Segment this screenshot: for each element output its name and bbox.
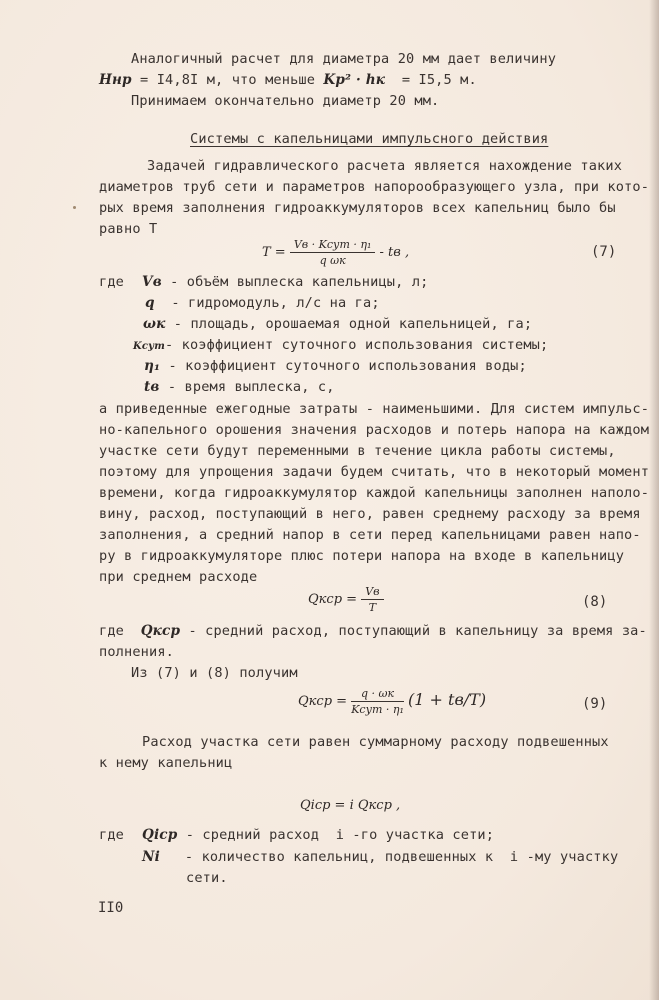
text-line: Аналогичный расчет для диаметра 20 мм дает величину (131, 51, 557, 67)
text-line: сети. (186, 870, 228, 886)
fraction: $\frac{Vв}{T}$ (361, 584, 383, 615)
definition-item: q - гидромодуль, л/с на га; (145, 295, 380, 311)
text-line: полнения. (99, 644, 175, 660)
definition-item: η₁ - коэффициент суточного использования воды; (144, 358, 527, 374)
where-label: где (99, 827, 125, 843)
section-heading: Системы с капельницами импульсного действия (190, 131, 549, 147)
text-line: а приведенные ежегодные затраты - наименьшими. Для систем импульс- (99, 401, 650, 417)
text-line: Hнр = I4,8I м, что меньше Kр² · hк = I5,5 м. (99, 72, 477, 88)
text-line: рых время заполнения гидроаккумуляторов всех капельниц было бы (99, 200, 616, 216)
definition-item: Kсут- коэффициент суточного использования системы; (133, 337, 549, 353)
equation-7: T = $\frac{\text{Vв · Kсут · η₁}}{\text{q ωк}}$ - tв , (262, 238, 410, 267)
page-number: II0 (98, 900, 124, 916)
where-label: где (99, 274, 125, 290)
text-line: Задачей гидравлического расчета является нахождение таких (147, 158, 623, 174)
text-line: вину, расход, поступающий в него, равен среднему расходу за время (99, 506, 641, 522)
definition-item: ωк - площадь, орошаемая одной капельницей, га; (143, 316, 533, 332)
text-line: диаметров труб сети и параметров напорообразующего узла, при кото- (99, 179, 650, 195)
text-line: Из (7) и (8) получим (131, 665, 298, 681)
fraction: $\frac{q \cdot \omega к}{\text{Kсут · η₁}}$ (351, 687, 404, 716)
definition-item: tв - время выплеска, с, (144, 379, 335, 395)
page-edge-shadow (649, 0, 659, 1000)
symbol: Hнр (99, 72, 132, 88)
equation-9: Qкср = $\frac{q \cdot \omega к}{\text{Kсут · η₁}}$ (1 + tв/T) (298, 687, 487, 716)
fraction: $\frac{\text{Vв · Kсут · η₁}}{\text{q ωк}}$ (290, 237, 376, 268)
text-line: к нему капельниц (99, 755, 233, 771)
definition-item: где Qкср - средний расход, поступающий в капельницу за время за- (99, 623, 647, 639)
text-line: времени, когда гидроаккумулятор каждой капельницы заполнен наполо- (99, 485, 650, 501)
text-line: Принимаем окончательно диаметр 20 мм. (131, 93, 440, 109)
equation-number: (8) (582, 594, 608, 610)
text-line: ру в гидроаккумуляторе плюс потери напора на входе в капельницу (99, 548, 625, 564)
speck (73, 206, 76, 209)
equation-number: (9) (582, 696, 608, 712)
text-line: Расход участка сети равен суммарному расходу подвешенных (142, 734, 609, 750)
text-line: равно T (99, 221, 158, 237)
equation-8: Qкср = $\frac{Vв}{T}$ (308, 584, 384, 615)
definition-item: Ni - количество капельниц, подвешенных к i -му участку (142, 849, 619, 865)
text-line: при среднем расходе (99, 569, 258, 585)
text-line: заполнения, а средний напор в сети перед капельницами равен напо- (99, 527, 641, 543)
definition-item: Vв - объём выплеска капельницы, л; (142, 274, 429, 290)
equation-10: Qiср = i Qкср , (300, 798, 401, 813)
equation-number: (7) (591, 244, 617, 260)
text-line: участке сети будут переменными в течение цикла работы системы, (99, 443, 616, 459)
text-line: поэтому для упрощения задачи будем считать, что в некоторый момент (99, 464, 650, 480)
definition-item: Qiср - средний расход i -го участка сети; (142, 827, 495, 843)
text-line: но-капельного орошения значения расходов и потерь напора на каждом (99, 422, 650, 438)
symbol: Kр² · hк (323, 72, 386, 88)
